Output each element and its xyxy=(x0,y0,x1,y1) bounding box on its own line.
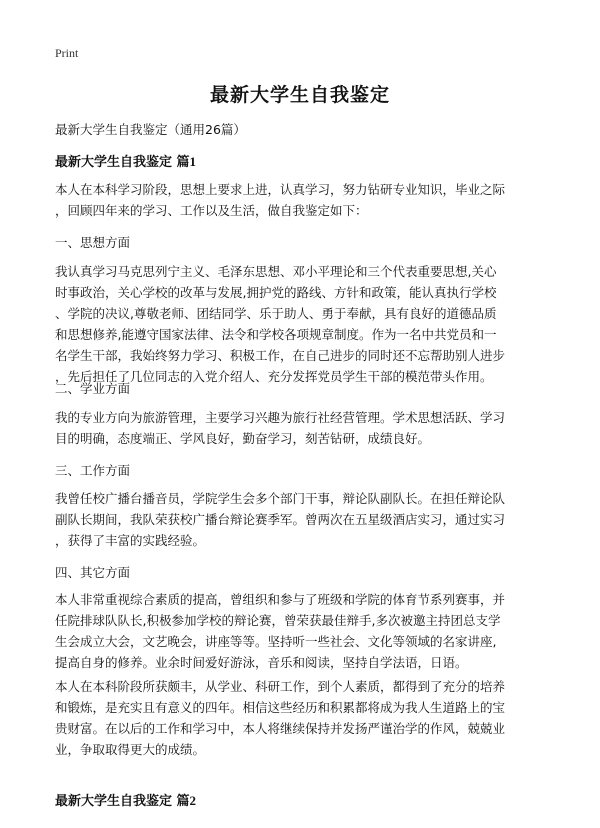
closing-line: 业，争取取得更大的成绩。 xyxy=(55,742,206,757)
article-1-heading-number: 1 xyxy=(189,154,197,169)
closing-line: 贵财富。在以后的工作和学习中，本人将继续保持并发扬严谨治学的作风，兢兢业 xyxy=(55,721,506,736)
thought-line: 、学院的决议,尊敬老师、团结同学、乐于助人、勇于奉献，具有良好的道德品质 xyxy=(55,306,497,321)
study-line: 我的专业方向为旅游管理，主要学习兴趣为旅行社经营管理。学术思想活跃、学习 xyxy=(55,410,506,425)
article-2-heading-text: 最新大学生自我鉴定 篇 xyxy=(55,794,190,809)
document-title: 最新大学生自我鉴定 xyxy=(209,84,390,106)
thought-line: ，先后担任了几位同志的入党介绍人、充分发挥党员学生干部的模范带头作用。 xyxy=(55,369,493,384)
article-2-heading-number: 2 xyxy=(189,793,197,808)
print-link[interactable]: Print xyxy=(55,46,79,60)
study-line: 目的明确，态度端正、学风良好，勤奋学习，刻苦钻研，成绩良好。 xyxy=(55,431,431,446)
section-heading-thought: 一、思想方面 xyxy=(55,235,131,250)
intro-paragraph xyxy=(55,179,550,221)
intro-line: 本人在本科学习阶段，思想上要求上进，认真学习，努力钻研专业知识，毕业之际 xyxy=(55,182,506,197)
work-paragraph xyxy=(55,488,550,551)
other-line: 任院排球队队长,积极参加学校的辩论赛，曾荣获最佳辩手,多次被邀主持团总支学 xyxy=(55,613,501,628)
document-subtitle: 最新大学生自我鉴定（通用26篇） xyxy=(55,122,246,137)
other-line: 提高自身的修养。业余时间爱好游泳，音乐和阅读，坚持自学法语，日语。 xyxy=(55,655,468,670)
article-2-heading xyxy=(55,790,196,809)
thought-paragraph xyxy=(55,261,550,387)
work-line: 副队长期间，我队荣获校广播台辩论赛季军。曾两次在五星级酒店实习，通过实习 xyxy=(55,512,506,527)
other-paragraph xyxy=(55,589,550,673)
section-heading-study: 二、学业方面 xyxy=(55,381,131,396)
study-paragraph xyxy=(55,407,550,449)
thought-line: 和思想修养,能遵守国家法律、法令和学校各项规章制度。作为一名中共党员和一 xyxy=(55,327,497,342)
closing-line: 本人在本科阶段所获颇丰，从学业、科研工作，到个人素质，都得到了充分的培养 xyxy=(55,679,506,694)
other-line: 本人非常重视综合素质的提高，曾组织和参与了班级和学院的体育节系列赛事，并 xyxy=(55,592,506,607)
closing-paragraph xyxy=(55,676,550,760)
work-line: 我曾任校广播台播音员，学院学生会多个部门干事，辩论队副队长。在担任辩论队 xyxy=(55,491,506,506)
closing-line: 和锻炼，是充实且有意义的四年。相信这些经历和积累都将成为我人生道路上的宝 xyxy=(55,700,506,715)
article-1-heading xyxy=(55,151,196,170)
section-heading-work: 三、工作方面 xyxy=(55,463,131,478)
work-line: ，获得了丰富的实践经验。 xyxy=(55,533,206,548)
article-1-heading-text: 最新大学生自我鉴定 篇 xyxy=(55,155,190,170)
thought-line: 时事政治，关心学校的改革与发展,拥护党的路线、方针和政策，能认真执行学校 xyxy=(55,285,497,300)
intro-line: ，回顾四年来的学习、工作以及生活，做自我鉴定如下： xyxy=(55,203,368,218)
thought-line: 我认真学习马克思列宁主义、毛泽东思想、邓小平理论和三个代表重要思想,关心 xyxy=(55,264,497,279)
section-heading-other: 四、其它方面 xyxy=(55,565,131,580)
other-line: 生会成立大会，文艺晚会，讲座等等。坚持听一些社会、文化等领域的名家讲座, xyxy=(55,634,497,649)
thought-line: 名学生干部，我始终努力学习、积极工作，在自己进步的同时还不忘帮助别人进步 xyxy=(55,348,506,363)
